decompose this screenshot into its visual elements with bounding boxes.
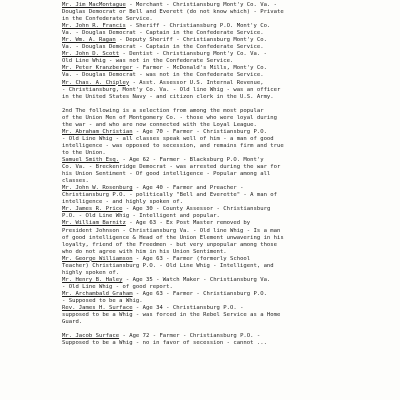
entry-text: - Age 30 - County Assessor - Christiansburg [122,206,271,213]
entry-text: - Age 72 - Farmer - Christiansburg P.O. - [119,333,261,340]
entry-text: - Age 70 - Farmer - Christiansburg P.O. [132,128,267,135]
entry-text: Teacher) Christiansburg P.O. - Old Line Whig - Intelligent, and [62,262,274,269]
entry-text: - Farmer - McDonald's Mills, Mont'y Co. [132,65,267,72]
person-name: Mr. George Williamson [62,255,133,262]
entry [62,2,362,23]
person-name: Mr. Peter Kranzberger [62,65,133,72]
entry-text: President Johnson - Christiansburg Va. - Old line Whig - Is a man [62,227,281,234]
entry-text: - Dentist - Christiansburg Mont'y Co. Va. - [119,51,267,58]
entry [62,291,362,305]
section-intro [62,108,362,129]
entry-text: - Age 34 - Christiansburg P.O. - [132,305,244,312]
document-body [62,2,362,347]
entry-text: - Supposed to be a Whig. [62,297,143,304]
entry [62,220,362,255]
entry-text: Va. - Douglas Democrat - Captain in the Confederate Service. [62,30,264,37]
paragraph-gap [62,326,362,333]
entry-text: - Age 40 - Farmer and Preacher - [132,185,244,192]
entry-text: P.O. - Old Line Whig - Intelligent and popular. [62,213,220,220]
entry-text: Supposed to be a Whig - no in favor of secession - cannot ... [62,340,267,347]
entry-text: Va. - Douglas Democrat - Captain in the Confederate Service. [62,44,264,51]
entry [62,65,362,79]
entry-text: supposed to be a Whig - was forced in the Rebel Service as a Home [62,312,281,319]
person-name: Rev. James H. Surface [62,305,133,312]
entry-text: intelligence - was opposed to secession, and remains firm and true [62,142,284,149]
entry [62,157,362,185]
person-name: Mr. Archambald Graham [62,290,133,297]
person-name: Samuel Smith Esq. [62,157,120,164]
person-name: Mr. Jacob Surface [62,333,120,340]
person-name: Mr. Chas. A. Chipley [62,79,130,86]
person-name: Mr. Henry B. Haley [62,276,123,283]
entry-text: classes. [62,178,89,185]
person-name: Mr. John R. Francis [62,23,126,30]
entry-text: Guard. [62,319,83,326]
entry [62,129,362,157]
person-name: Mr. Abraham Christian [62,128,133,135]
paragraph-gap [62,101,362,108]
intro-line: 2nd The following is a selection from among the most popular [62,107,264,114]
entry-text: Co. Va. - Breckenridge Democrat - was arrested during the war for [62,164,281,171]
entry-text: - Sheriff - Christiansburg P.O. Mont'y Co. [125,23,271,30]
entry-text: - Old Line Whig - of good report. [62,283,173,290]
entry-text: - Age 63 - Farmer (formerly School [132,255,251,262]
entry [62,23,362,37]
entry-text: Va. - Douglas Democrat - was not in the Confederate Service. [62,72,264,79]
entry [62,305,362,326]
entry [62,277,362,291]
entry-text: - Deputy Sheriff - Christiansburg Mont'y Co. [115,37,267,44]
person-name: Mr. Jim MacMontague [62,2,126,8]
entry [62,37,362,51]
entry-text: - Old Line Whig - all classes speak well of him - a man of good [62,135,274,142]
entry-text: intelligence - and highly spoken of. [62,199,183,206]
entry [62,333,362,347]
person-name: Mr. Wm. A. Ragan [62,37,116,44]
entry-text: his Union Sentiment - Of good intelligence - Popular among all [62,171,271,178]
entry-text: in the Confederate Service. [62,16,153,23]
entry-text: Old Line Whig - was not in the Confederate Service. [62,58,234,65]
entry-text: - Age 62 - Farmer - Blacksburg P.O. Mont'y [119,157,264,164]
entry [62,80,362,101]
entry-text: in the United States Navy - and citizen clerk in the U.S. Army. [62,93,274,100]
intro-line: of the Union Men of Montgomery Co. - those who were loyal during [62,114,278,121]
entry-text: - Asst. Assessor U.S. Internal Revenue, [129,79,264,86]
entry [62,206,362,220]
entry-text: of good intelligence & Head of the Union Element unwavering in his [62,234,284,241]
entry [62,51,362,65]
entry [62,256,362,277]
entry-text: - Christiansburg, Mont'y Co. Va. - Old line Whig - was an officer [62,86,281,93]
entry-text: - Age 63 - Ex Post Master removed by [125,220,251,227]
entry-text: Christiansburg P.O. - politically "Bell and Everette" - A man of [62,192,278,199]
entry-text: - Merchant - Christiansburg Mont'y Co. Va. - [125,2,278,8]
entry-text: who do not agree with him in his Union Sentiment. [62,248,227,255]
entry-text: loyalty, friend of the Freedmen - but very unpopular among those [62,241,278,248]
person-name: Mr. John D. Scott [62,51,120,58]
entry-text: to the Union. [62,149,106,156]
person-name: Mr. John W. Rosenburg [62,185,133,192]
entry-text: - Age 35 - Watch Maker - Christiansburg Va. [122,276,271,283]
person-name: Mr. James R. Price [62,206,123,213]
intro-line: the war - and who are now connected with the Loyal League. [62,121,257,128]
entry-text: Douglas Democrat or Bell and Everett (do not know which) - Private [62,9,284,16]
entry-text: highly spoken of. [62,269,120,276]
entry [62,185,362,206]
person-name: Mr. William Barnitz [62,220,126,227]
entry-text: - Age 63 - Farmer - Christiansburg P.O. [132,290,267,297]
